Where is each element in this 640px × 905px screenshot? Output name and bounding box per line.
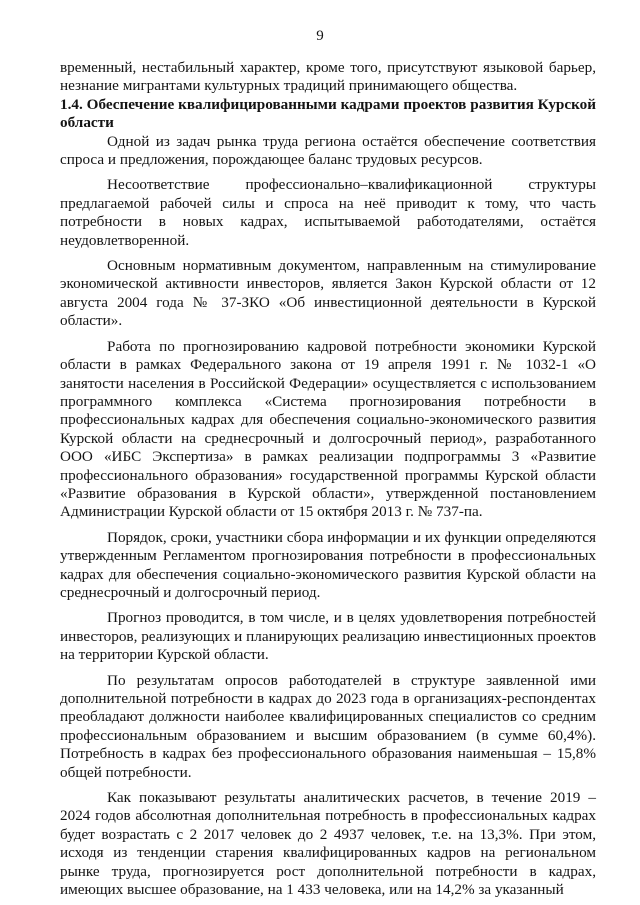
page-number: 9 bbox=[316, 28, 324, 44]
paragraph: Прогноз проводится, в том числе, и в целях удовлетворения потребностей инвесторов, реализующих и планирующих реализацию инвестиционных проектов на территории Курской области. bbox=[60, 609, 596, 664]
paragraph: Как показывают результаты аналитических расчетов, в течение 2019 – 2024 годов абсолютная дополнительная потребность в профессиональных кадрах будет возрастать с 2 2017 человек до 2 4937 человек, т.е. на 13,3%. При этом, исходя из тенденции старения квалифицированных кадров на региональном рынке труда, прогнозируется рост дополнительной потребности в кадрах, имеющих высшее образование, на 1 433 человека, или на 14,2% за указанный bbox=[60, 789, 596, 899]
paragraph: Порядок, сроки, участники сбора информации и их функции определяются утвержденным Регламентом прогнозирования потребности в профессиональных кадрах для обеспечения социально-экономического развития Курской области на среднесрочный и долгосрочный период. bbox=[60, 528, 596, 601]
document-body bbox=[60, 59, 596, 899]
paragraph: Основным нормативным документом, направленным на стимулирование экономической активности инвесторов, является Закон Курской области от 12 августа 2004 года № 37-ЗКО «Об инвестиционной деятельности в Курской области». bbox=[60, 257, 596, 330]
section-heading: 1.4. Обеспечение квалифицированными кадрами проектов развития Курской области bbox=[60, 95, 596, 132]
paragraph: По результатам опросов работодателей в структуре заявленной ими дополнительной потребности в кадрах до 2023 года в организациях-респондентах преобладают должности наиболее квалифицированных специалистов со средним профессиональным образованием и высшим образованием (в сумме 60,4%). Потребность в кадрах без профессионального образования наименьшая – 15,8% общей потребности. bbox=[60, 671, 596, 781]
paragraph: Одной из задач рынка труда региона остаётся обеспечение соответствия спроса и предложения, порождающее баланс трудовых ресурсов. bbox=[60, 132, 596, 169]
paragraph-continuation: временный, нестабильный характер, кроме того, присутствуют языковой барьер, незнание мигрантами культурных традиций принимающего общества. bbox=[60, 59, 596, 95]
paragraph: Работа по прогнозированию кадровой потребности экономики Курской области в рамках Федерального закона от 19 апреля 1991 г. № 1032-1 «О занятости населения в Российской Федерации» осуществляется с использованием программного комплекса «Система прогнозирования потребности в профессиональных кадрах для обеспечения социально-экономического развития Курской области на среднесрочный и долгосрочный период», разработанного ООО «ИБС Экспертиза» в рамках реализации подпрограммы 3 «Развитие профессионального образования» государственной программы Курской области «Развитие образования в Курской области», утвержденной постановлением Администрации Курской области от 15 октября 2013 г. № 737-па. bbox=[60, 337, 596, 521]
paragraph: Несоответствие профессионально–квалификационной структуры предлагаемой рабочей силы и спроса на неё приводит к тому, что часть потребности в новых кадрах, испытываемой работодателями, остаётся неудовлетворенной. bbox=[60, 176, 596, 249]
